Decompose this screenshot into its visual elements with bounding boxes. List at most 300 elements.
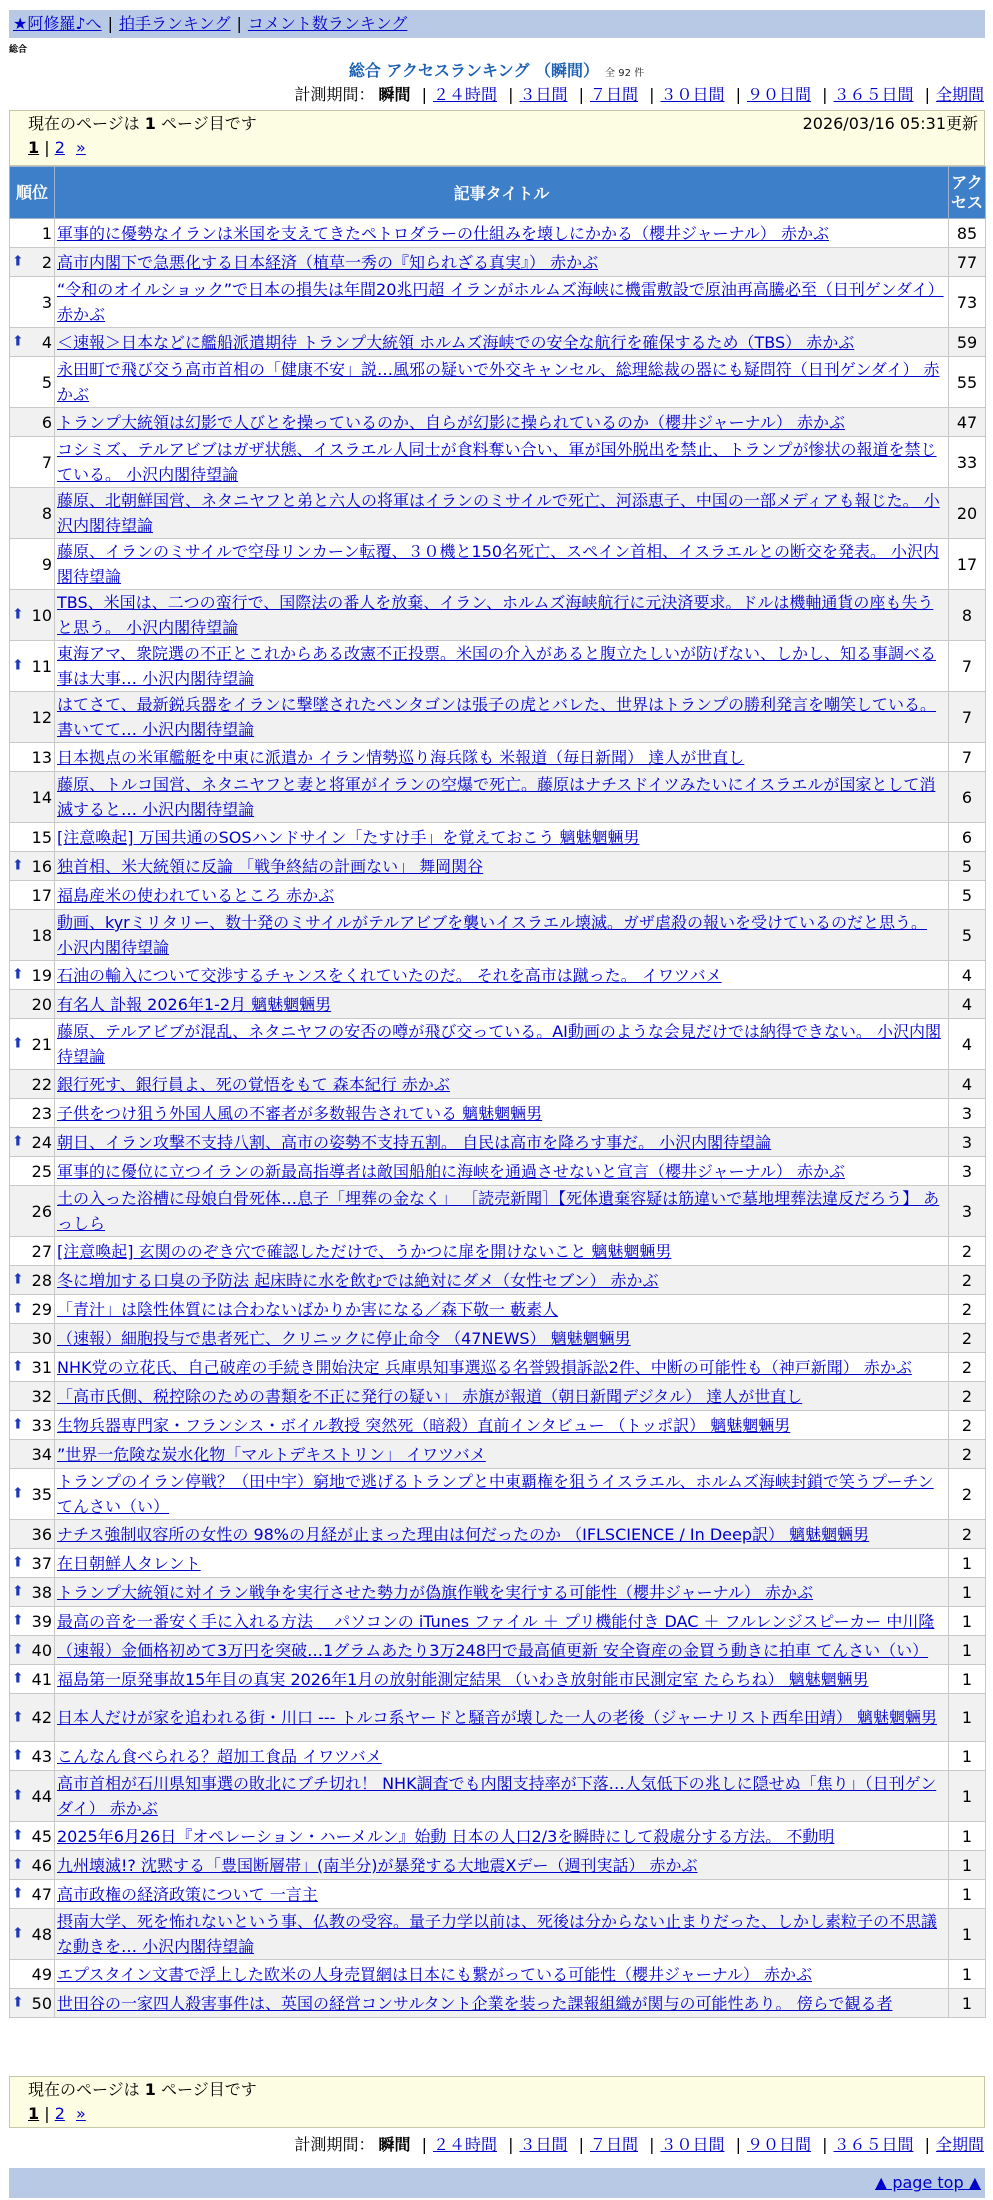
rank-up-icon: ⬆ <box>12 606 24 623</box>
table-row <box>10 437 986 488</box>
access-count: 59 <box>949 328 986 357</box>
title-cell <box>55 1520 949 1549</box>
rank-cell <box>10 1520 55 1549</box>
article-title-link[interactable]: エプスタイン文書で浮上した欧米の人身売買網は日本にも繋がっている可能性（櫻井ジャーナル） 赤かぶ <box>57 1964 813 1984</box>
rank-up-icon: ⬆ <box>12 1856 24 1873</box>
access-count: 85 <box>949 219 986 248</box>
rank-cell <box>10 1742 55 1771</box>
period-30d-link[interactable]: ３０日間 <box>660 85 725 104</box>
rank-cell <box>10 1099 55 1128</box>
access-count: 5 <box>949 910 986 961</box>
period-24h-link[interactable]: ２４時間 <box>432 85 497 104</box>
rank-up-icon: ⬆ <box>12 1827 24 1844</box>
article-title-link[interactable]: トランプ大統領は幻影で人びとを操っているのか、自らが幻影に操られているのか（櫻井ジャーナル） 赤かぶ <box>57 412 845 432</box>
article-title-link[interactable]: 在日朝鮮人タレント <box>57 1553 201 1573</box>
title-cell <box>55 1742 949 1771</box>
ranking-rows <box>10 219 986 2018</box>
rank-up-icon: ⬆ <box>12 1747 24 1764</box>
title-cell <box>55 1880 949 1909</box>
access-count: 7 <box>949 692 986 743</box>
table-row <box>10 692 986 743</box>
access-count: 1 <box>949 1771 986 1822</box>
rank-number: 23 <box>31 1103 52 1123</box>
rank-number: 5 <box>41 372 52 392</box>
access-count: 2 <box>949 1353 986 1382</box>
title-cell <box>55 1186 949 1237</box>
title-cell <box>55 1128 949 1157</box>
table-row <box>10 1549 986 1578</box>
title-cell <box>55 772 949 823</box>
title-cell <box>55 1694 949 1742</box>
article-title-link[interactable]: （速報）細胞投与で患者死亡、クリニックに停止命令 （47NEWS） 魑魅魍魎男 <box>57 1328 631 1348</box>
rank-cell <box>10 1665 55 1694</box>
article-title-link[interactable]: TBS、米国は、二つの蛮行で、国際法の番人を放棄、イラン、ホルムズ海峡航行に元決済要求。ドルは機軸通貨の座も失うと思う。 小沢内閣待望論 <box>57 593 934 637</box>
title-cell <box>55 1382 949 1411</box>
table-row <box>10 1382 986 1411</box>
article-title-link[interactable]: 高市内閣下で急悪化する日本経済（植草一秀の『知られざる真実』） 赤かぶ <box>57 252 599 272</box>
title-cell <box>55 1771 949 1822</box>
article-title-link[interactable]: 最高の音を一番安く手に入れる方法 ＿パソコンの iTunes ファイル ＋ プリ機能付き DAC ＋ フルレンジスピーカー 中川隆 <box>57 1611 935 1631</box>
rank-number: 33 <box>31 1415 52 1435</box>
rank-cell <box>10 437 55 488</box>
table-row <box>10 277 986 328</box>
top-nav-bar <box>9 10 985 38</box>
article-title-link[interactable]: 子供をつけ狙う外国人風の不審者が多数報告されている 魑魅魍魎男 <box>57 1103 543 1123</box>
rank-cell <box>10 408 55 437</box>
access-count: 1 <box>949 1822 986 1851</box>
rank-cell <box>10 1266 55 1295</box>
article-title-link[interactable]: コシミズ、テルアビブはガザ状態、イスラエル人同士が食料奪い合い、軍が国外脱出を禁止、トランプが惨状の報道を禁じている。 小沢内閣待望論 <box>57 440 937 484</box>
page-1-current: 1 <box>28 138 40 157</box>
article-title-link[interactable]: 高市首相が石川県知事選の敗北にブチ切れ！ NHK調査でも内閣支持率が下落…人気低下の兆しに隠せぬ「焦り」（日刊ゲンダイ） 赤かぶ <box>57 1774 937 1818</box>
table-row <box>10 328 986 357</box>
table-row <box>10 823 986 852</box>
rank-cell <box>10 1822 55 1851</box>
article-title-link[interactable]: 冬に増加する口臭の予防法 起床時に水を飲むでは絶対にダメ（女性セブン） 赤かぶ <box>57 1270 659 1290</box>
period-label: 計測期間： <box>294 2135 375 2154</box>
rank-number: 7 <box>41 452 52 472</box>
article-title-link[interactable]: 軍事的に優勢なイランは米国を支えてきたペトロダラーの仕組みを壊しにかかる（櫻井ジャーナル） 赤かぶ <box>57 223 829 243</box>
current-page-text: 現在のページは 1 ページ目です <box>28 114 257 133</box>
rank-number: 35 <box>31 1484 52 1504</box>
title-cell <box>55 961 949 990</box>
pager-bottom <box>9 2076 985 2128</box>
rank-cell <box>10 1909 55 1960</box>
article-title-link[interactable]: 銀行死す、銀行員よ、死の覚悟をもて 森本紀行 赤かぶ <box>57 1074 450 1094</box>
title-column-header: 記事タイトル <box>55 167 949 219</box>
rank-number: 26 <box>31 1201 52 1221</box>
article-title-link[interactable]: 動画、kyrミリタリー、数十発のミサイルがテルアビブを襲いイスラエル壊滅。ガザ虐殺の報いを受けているのだと思う。 小沢内閣待望論 <box>57 913 928 957</box>
rank-up-icon: ⬆ <box>12 966 24 983</box>
table-row <box>10 539 986 590</box>
access-count: 3 <box>949 1157 986 1186</box>
table-row <box>10 910 986 961</box>
access-count: 47 <box>949 408 986 437</box>
period-selector-bottom: 計測期間： 瞬間 | ２４時間 | ３日間 | ７日間 | ３０日間 | ９０日間 | ３６５日間 | 全期間 <box>294 2135 984 2154</box>
table-row <box>10 1694 986 1742</box>
table-row <box>10 1960 986 1989</box>
period-3d-link[interactable]: ３日間 <box>519 85 568 104</box>
rank-up-icon: ⬆ <box>12 657 24 674</box>
next-page-link[interactable]: » <box>76 2104 86 2123</box>
article-title-link[interactable]: トランプのイラン停戦？（田中宇）窮地で逃げるトランプと中東覇権を狙うイスラエル、ホルムズ海峡封鎖で笑うプーチン てんさい（い） <box>57 1472 934 1516</box>
title-cell <box>55 1607 949 1636</box>
page-2-link[interactable]: 2 <box>54 2104 65 2123</box>
period-365d-link[interactable]: ３６５日間 <box>833 2135 914 2154</box>
table-row <box>10 488 986 539</box>
title-cell <box>55 408 949 437</box>
rank-number: 21 <box>31 1034 52 1054</box>
period-90d-link[interactable]: ９０日間 <box>746 2135 811 2154</box>
rank-number: 4 <box>41 332 52 352</box>
article-title-link[interactable]: 福島産米の使われているところ 赤かぶ <box>57 885 335 905</box>
ranking-title: 総合 アクセスランキング （瞬間） <box>348 61 600 80</box>
table-row <box>10 1909 986 1960</box>
rank-up-icon: ⬆ <box>12 1925 24 1942</box>
access-count: 2 <box>949 1520 986 1549</box>
rank-cell <box>10 881 55 910</box>
rank-number: 2 <box>41 252 52 272</box>
title-cell <box>55 1266 949 1295</box>
ranking-table <box>9 166 986 2018</box>
table-row <box>10 1520 986 1549</box>
article-title-link[interactable]: （速報）金価格初めて3万円を突破…1グラムあたり3万248円で最高値更新 安全資産の金買う動きに拍車 てんさい（い） <box>57 1640 929 1660</box>
article-title-link[interactable]: 土の入った浴槽に母娘白骨死体…息子「埋葬の金なく」 ［読売新聞］【死体遺棄容疑は筋違いで墓地埋葬法違反だろう】 あっしら <box>57 1189 940 1233</box>
table-row <box>10 1469 986 1520</box>
current-page-text: 現在のページは 1 ページ目です <box>28 2080 257 2099</box>
title-cell <box>55 1909 949 1960</box>
rank-cell <box>10 1019 55 1070</box>
rank-number: 46 <box>31 1855 52 1875</box>
title-cell <box>55 1822 949 1851</box>
rank-cell <box>10 1128 55 1157</box>
article-title-link[interactable]: 「高市氏側、税控除のための書類を不正に発行の疑い」 赤旗が報道（朝日新聞デジタル） 達人が世直し <box>57 1386 803 1406</box>
rank-number: 8 <box>41 503 52 523</box>
article-title-link[interactable]: 独首相、米大統領に反論 「戦争終結の計画ない」 舞岡関谷 <box>57 856 484 876</box>
category-label: 総合 <box>9 45 28 55</box>
access-count: 1 <box>949 1549 986 1578</box>
rank-number: 16 <box>31 856 52 876</box>
table-row <box>10 248 986 277</box>
rank-up-icon: ⬆ <box>12 1994 24 2011</box>
access-count: 1 <box>949 1578 986 1607</box>
period-current: 瞬間 <box>378 2135 411 2154</box>
rank-number: 34 <box>31 1444 52 1464</box>
rank-cell <box>10 641 55 692</box>
table-row <box>10 1822 986 1851</box>
title-cell <box>55 488 949 539</box>
article-title-link[interactable]: 藤原、イランのミサイルで空母リンカーン転覆、３０機と150名死亡、スペイン首相、イスラエルとの断交を発表。 小沢内閣待望論 <box>57 542 940 586</box>
table-row <box>10 1578 986 1607</box>
article-title-link[interactable]: 藤原、トルコ国営、ネタニヤフと妻と将軍がイランの空爆で死亡。藤原はナチスドイツみたいにイスラエルが国家として消滅すると… 小沢内閣待望論 <box>57 775 936 819</box>
rank-number: 50 <box>31 1993 52 2013</box>
access-count: 4 <box>949 1019 986 1070</box>
table-row <box>10 1186 986 1237</box>
table-row <box>10 743 986 772</box>
title-cell <box>55 1411 949 1440</box>
rank-up-icon: ⬆ <box>12 333 24 350</box>
title-cell <box>55 1636 949 1665</box>
title-cell <box>55 1549 949 1578</box>
access-count: 1 <box>949 1742 986 1771</box>
access-count: 2 <box>949 1382 986 1411</box>
table-row <box>10 1440 986 1469</box>
rank-cell <box>10 1186 55 1237</box>
rank-cell <box>10 488 55 539</box>
article-title-link[interactable]: トランプ大統領に対イラン戦争を実行させた勢力が偽旗作戦を実行する可能性（櫻井ジャーナル） 赤かぶ <box>57 1582 813 1602</box>
rank-cell <box>10 1636 55 1665</box>
title-cell <box>55 1070 949 1099</box>
table-row <box>10 1742 986 1771</box>
article-title-link[interactable]: はてさて、最新鋭兵器をイランに撃墜されたペンタゴンは張子の虎とバレた、世界はトランプの勝利発言を嘲笑している。書いてて… 小沢内閣待望論 <box>57 695 937 739</box>
rank-number: 39 <box>31 1611 52 1631</box>
title-cell <box>55 357 949 408</box>
rank-cell <box>10 990 55 1019</box>
access-count: 1 <box>949 1909 986 1960</box>
title-cell <box>55 910 949 961</box>
title-cell <box>55 881 949 910</box>
page-1-current: 1 <box>28 2104 40 2123</box>
rank-cell <box>10 328 55 357</box>
rank-cell <box>10 1549 55 1578</box>
rank-number: 32 <box>31 1386 52 1406</box>
table-row <box>10 881 986 910</box>
article-title-link[interactable]: 「青汁」は陰性体質には合わないばかりか害になる／森下敬一 藪素人 <box>57 1299 559 1319</box>
article-title-link[interactable]: 東海アマ、衆院選の不正とこれからある改憲不正投票。米国の介入があると腹立たしいが防げない、しかし、知る事調べる事は大事… 小沢内閣待望論 <box>57 644 937 688</box>
article-title-link[interactable]: 藤原、テルアビブが混乱、ネタニヤフの安否の噂が飛び交っている。AI動画のような会見だけでは納得できない。 小沢内閣待望論 <box>57 1022 941 1066</box>
page-links: 1 | 2 » <box>28 2104 86 2123</box>
article-title-link[interactable]: 藤原、北朝鮮国営、ネタニヤフと弟と六人の将軍はイランのミサイルで死亡、河添恵子、中国の一部メディアも報じた。 小沢内閣待望論 <box>57 491 940 535</box>
article-title-link[interactable]: 高市政権の経済政策について 一言主 <box>57 1884 318 1904</box>
rank-up-icon: ⬆ <box>12 1416 24 1433</box>
period-24h-link[interactable]: ２４時間 <box>432 2135 497 2154</box>
title-cell <box>55 1099 949 1128</box>
table-row <box>10 1019 986 1070</box>
rank-cell <box>10 1578 55 1607</box>
table-row <box>10 1295 986 1324</box>
article-title-link[interactable]: 日本拠点の米軍艦艇を中東に派遣か イラン情勢巡り海兵隊も 米報道（毎日新聞） 達人が世直し <box>57 747 745 767</box>
table-row <box>10 1771 986 1822</box>
rank-number: 15 <box>31 827 52 847</box>
period-30d-link[interactable]: ３０日間 <box>660 2135 725 2154</box>
rank-up-icon: ⬆ <box>12 1358 24 1375</box>
article-title-link[interactable]: 摂南大学、死を怖れないという事、仏教の受容。量子力学以前は、死後は分からない止まりだった、しかし素粒子の不思議な動きを… 小沢内閣待望論 <box>57 1912 938 1956</box>
next-page-link[interactable]: » <box>76 138 86 157</box>
article-title-link[interactable]: 九州壊滅!? 沈黙する「豊国断層帯」(南半分)が暴発する大地震Xデー（週刊実話） 赤かぶ <box>57 1855 698 1875</box>
article-title-link[interactable]: ”世界一危険な炭水化物「マルトデキストリン」 イワツバメ <box>57 1444 486 1464</box>
access-count: 7 <box>949 641 986 692</box>
page-2-link[interactable]: 2 <box>54 138 65 157</box>
title-cell <box>55 1960 949 1989</box>
title-cell <box>55 590 949 641</box>
period-3d-link[interactable]: ３日間 <box>519 2135 568 2154</box>
rank-cell <box>10 823 55 852</box>
article-title-link[interactable]: こんなん食べられる？超加工食品 イワツバメ <box>57 1746 382 1766</box>
access-count: 2 <box>949 1237 986 1266</box>
rank-up-icon: ⬆ <box>12 1035 24 1052</box>
table-row <box>10 772 986 823</box>
rank-cell <box>10 743 55 772</box>
article-title-link[interactable]: 世田谷の一家四人殺害事件は、英国の経営コンサルタント企業を装った課報組織が関与の可能性あり。 傍らで観る者 <box>57 1993 893 2013</box>
title-cell <box>55 277 949 328</box>
nav-separator: | <box>107 14 113 33</box>
page-top-link[interactable]: ▲ page top ▲ <box>874 2173 981 2192</box>
article-title-link[interactable]: 軍事的に優位に立つイランの新最高指導者は敵国船舶に海峡を通過させないと宣言（櫻井ジャーナル） 赤かぶ <box>57 1161 845 1181</box>
period-current: 瞬間 <box>378 85 411 104</box>
table-row <box>10 1324 986 1353</box>
period-selector-top: 計測期間： 瞬間 | ２４時間 | ３日間 | ７日間 | ３０日間 | ９０日間 | ３６５日間 | 全期間 <box>294 85 984 104</box>
title-cell <box>55 1989 949 2018</box>
article-title-link[interactable]: 日本人だけが家を追われる街・川口 --- トルコ系ヤードと騒音が壊した一人の老後（ジャーナリスト西牟田靖） 魑魅魍魎男 <box>57 1708 937 1727</box>
rank-cell <box>10 248 55 277</box>
table-row <box>10 408 986 437</box>
rank-number: 19 <box>31 965 52 985</box>
rank-cell <box>10 539 55 590</box>
rank-cell <box>10 1880 55 1909</box>
rank-cell <box>10 277 55 328</box>
access-count: 2 <box>949 1324 986 1353</box>
article-title-link[interactable]: “令和のオイルショック”で日本の損失は年間20兆円超 イランがホルムズ海峡に機雷敷設で原油再高騰必至（日刊ゲンダイ） 赤かぶ <box>57 280 944 324</box>
access-count: 5 <box>949 852 986 881</box>
table-row <box>10 961 986 990</box>
article-title-link[interactable]: 有名人 訃報 2026年1-2月 魑魅魍魎男 <box>57 994 332 1014</box>
footer-bar <box>9 2168 985 2198</box>
access-count: 3 <box>949 1099 986 1128</box>
rank-cell <box>10 772 55 823</box>
table-row <box>10 1607 986 1636</box>
period-7d-link[interactable]: ７日間 <box>589 2135 638 2154</box>
article-title-link[interactable]: 福島第一原発事故15年目の真実 2026年1月の放射能測定結果 （いわき放射能市民測定室 たらちね） 魑魅魍魎男 <box>57 1669 869 1689</box>
rank-number: 42 <box>31 1708 52 1727</box>
title-cell <box>55 219 949 248</box>
table-row <box>10 1665 986 1694</box>
rank-number: 29 <box>31 1299 52 1319</box>
access-count: 7 <box>949 743 986 772</box>
rank-number: 49 <box>31 1964 52 1984</box>
article-title-link[interactable]: 永田町で飛び交う高市首相の「健康不安」説…風邪の疑いで外交キャンセル、総理総裁の器にも疑問符（日刊ゲンダイ） 赤かぶ <box>57 360 940 404</box>
table-row <box>10 1636 986 1665</box>
rank-number: 3 <box>41 292 52 312</box>
article-title-link[interactable]: NHK党の立花氏、自己破産の手続き開始決定 兵庫県知事選巡る名誉毀損訴訟2件、中断の可能性も（神戸新聞） 赤かぶ <box>57 1357 912 1377</box>
rank-number: 27 <box>31 1241 52 1261</box>
rank-cell <box>10 1607 55 1636</box>
article-title-link[interactable]: 2025年6月26日『オペレーション・ハーメルン』始動 日本の人口2/3を瞬時にして殺處分する方法。 不動明 <box>57 1826 835 1846</box>
access-count: 17 <box>949 539 986 590</box>
page-title <box>0 60 993 85</box>
access-count: 1 <box>949 1607 986 1636</box>
rank-up-icon: ⬆ <box>12 1300 24 1317</box>
rank-number: 1 <box>41 223 52 243</box>
rank-number: 17 <box>31 885 52 905</box>
rank-cell <box>10 1237 55 1266</box>
rank-cell <box>10 1989 55 2018</box>
rank-number: 11 <box>31 656 52 676</box>
title-cell <box>55 1324 949 1353</box>
table-row <box>10 1070 986 1099</box>
access-count: 1 <box>949 1636 986 1665</box>
rank-number: 43 <box>31 1746 52 1766</box>
table-row <box>10 1851 986 1880</box>
period-all-link[interactable]: 全期間 <box>935 85 984 104</box>
article-title-link[interactable]: ＜速報＞日本などに艦船派遣期待 トランプ大統領 ホルムズ海峡での安全な航行を確保するため（TBS） 赤かぶ <box>57 332 855 352</box>
pager-top <box>9 110 985 166</box>
access-count: 1 <box>949 1880 986 1909</box>
total-count: 全 92 件 <box>605 68 645 79</box>
rank-up-icon: ⬆ <box>12 1709 24 1725</box>
access-count: 1 <box>949 1960 986 1989</box>
applause-ranking-link[interactable]: 拍手ランキング <box>118 14 231 33</box>
rank-cell <box>10 357 55 408</box>
table-row <box>10 1989 986 2018</box>
title-cell <box>55 1578 949 1607</box>
table-header-row <box>10 167 986 219</box>
article-title-link[interactable]: [注意喚起] 玄関ののぞき穴で確認しただけで、うかつに扉を開けないこと 魑魅魍魎男 <box>57 1241 672 1261</box>
nav-separator: | <box>236 14 242 33</box>
rank-cell <box>10 1469 55 1520</box>
article-title-link[interactable]: ナチス強制収容所の女性の 98%の月経が止まった理由は何だったのか （IFLSCIENCE / In Deep訳） 魑魅魍魎男 <box>57 1524 870 1544</box>
rank-cell <box>10 1295 55 1324</box>
home-link[interactable]: ★阿修羅♪へ <box>13 14 102 33</box>
article-title-link[interactable]: 生物兵器専門家・フランシス・ボイル教授 突然死（暗殺）直前インタビュー （トッポ訳） 魑魅魍魎男 <box>57 1415 791 1435</box>
title-cell <box>55 1851 949 1880</box>
title-cell <box>55 539 949 590</box>
rank-number: 22 <box>31 1074 52 1094</box>
table-row <box>10 1880 986 1909</box>
title-cell <box>55 437 949 488</box>
period-90d-link[interactable]: ９０日間 <box>746 85 811 104</box>
table-row <box>10 990 986 1019</box>
title-cell <box>55 248 949 277</box>
rank-cell <box>10 219 55 248</box>
rank-number: 28 <box>31 1270 52 1290</box>
period-7d-link[interactable]: ７日間 <box>589 85 638 104</box>
access-count: 55 <box>949 357 986 408</box>
access-count: 20 <box>949 488 986 539</box>
rank-number: 37 <box>31 1553 52 1573</box>
comment-ranking-link[interactable]: コメント数ランキング <box>247 14 408 33</box>
table-row <box>10 590 986 641</box>
rank-number: 20 <box>31 994 52 1014</box>
article-title-link[interactable]: 石油の輸入について交渉するチャンスをくれていたのだ。 それを高市は蹴った。 イワツバメ <box>57 965 722 985</box>
access-count: 4 <box>949 1070 986 1099</box>
rank-cell <box>10 1960 55 1989</box>
rank-number: 47 <box>31 1884 52 1904</box>
article-title-link[interactable]: [注意喚起] 万国共通のSOSハンドサイン「たすけ手」を覚えておこう 魑魅魍魎男 <box>57 827 640 847</box>
rank-number: 18 <box>31 925 52 945</box>
period-365d-link[interactable]: ３６５日間 <box>833 85 914 104</box>
access-count: 1 <box>949 1665 986 1694</box>
access-count: 5 <box>949 881 986 910</box>
rank-cell <box>10 1440 55 1469</box>
rank-number: 12 <box>31 707 52 727</box>
rank-cell <box>10 1353 55 1382</box>
table-row <box>10 1128 986 1157</box>
article-title-link[interactable]: 朝日、イラン攻撃不支持八割、高市の姿勢不支持五割。 自民は高市を降ろす事だ。 小沢内閣待望論 <box>57 1132 772 1152</box>
rank-cell <box>10 1851 55 1880</box>
rank-number: 25 <box>31 1161 52 1181</box>
title-cell <box>55 1019 949 1070</box>
rank-up-icon: ⬆ <box>12 1133 24 1150</box>
access-count: 1 <box>949 1989 986 2018</box>
access-count: 4 <box>949 961 986 990</box>
rank-number: 36 <box>31 1524 52 1544</box>
period-all-link[interactable]: 全期間 <box>935 2135 984 2154</box>
rank-cell <box>10 1070 55 1099</box>
table-row <box>10 1157 986 1186</box>
rank-cell <box>10 1382 55 1411</box>
table-row <box>10 1099 986 1128</box>
page-links: 1 | 2 » <box>28 138 86 157</box>
